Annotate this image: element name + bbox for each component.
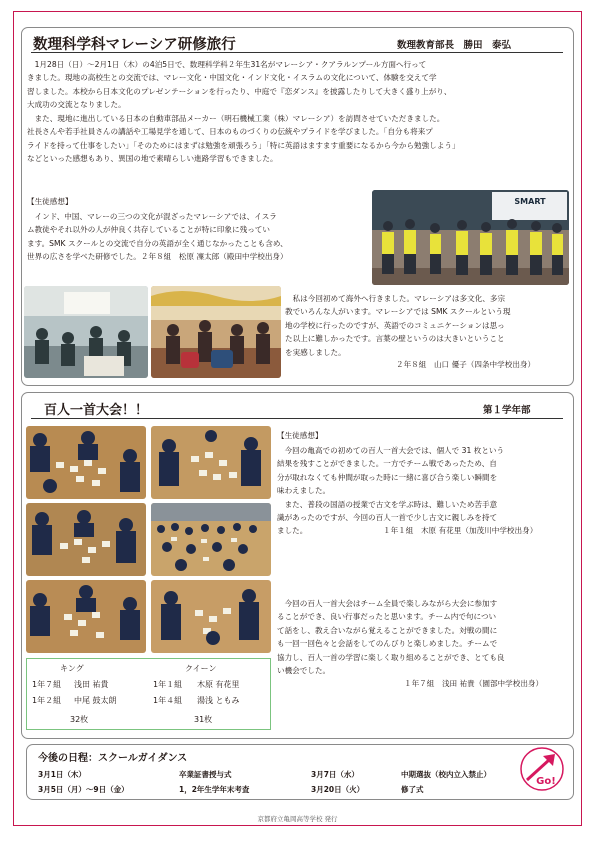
schedule-date: 3月1日（木）	[38, 770, 86, 779]
schedule-event: 修了式	[401, 785, 424, 794]
karuta-photo-1	[26, 426, 146, 499]
footer-publisher: 京都府立亀岡高等学校 発行	[257, 815, 338, 823]
king-class: 1年７組	[32, 680, 62, 689]
schedule-date: 3月5日（月）～9日（金）	[38, 785, 129, 794]
queen-class: 1年１組	[153, 680, 183, 689]
malaysia-paragraph-2: また、現地に進出している日本の自動車部品メーカー（明石機械工業（株）マレーシア）を訪問させていただきました。 社長さんや若手社員さんの講話や工場見学を通して、日本のものづくりの伝統やプライドを学びました。「自分も将来プ ライドを持って仕事をしたい」「そのためにはまずは勉強を頑張ろう」「特に英語はますます重要になるから今から勉強しよう」 などといった感想もあり、異国の地で素晴らしい進路学習もできました。	[27, 114, 460, 164]
schedule-event: 中期選抜（校内立入禁止）	[401, 770, 491, 779]
title-underline	[31, 418, 563, 419]
king-class: 1年２組	[32, 696, 62, 705]
queen-class: 1年４組	[153, 696, 183, 705]
queen-count: 31枚	[194, 715, 213, 724]
hyakunin-feedback-2: 今回の百人一首大会はチーム全員で楽しみながら大会に参加す ることができ、良い行事だったと思います。チーム内で句につい て話をし、教え合いながら覚えることができました。対戦の間に も一回一回色々と会話をしてのんびりと楽しめました。チームで 協力し、百人一首の学習に楽しく取り組めることができ、とても良 い機会でした。	[277, 599, 505, 676]
queen-name: 湯浅 ともみ	[197, 696, 240, 705]
go-badge-text: Go!	[536, 776, 556, 787]
hyakunin-article-author: 第１学年部	[483, 405, 531, 416]
karuta-photo-6	[151, 580, 271, 653]
karuta-photo-2	[151, 426, 271, 499]
hyakunin-feedback-1-signature: １年１組 木原 有花里（加茂川中学校出身）	[383, 526, 538, 535]
schedule-date: 3月7日（水）	[311, 770, 359, 779]
karuta-photo-3	[26, 503, 146, 576]
cultural-exchange-photo	[151, 286, 281, 378]
karuta-gym-photo	[151, 503, 271, 576]
malaysia-feedback-1: インド、中国、マレーの三つの文化が混ざったマレーシアでは、イスラ ム教徒やそれ以外の人が仲良く共存していることが特に印象に残ってい ます。SMK スクールとの交流で自分の英語が全く通じなかったことも含め、 世界の広さを学べた研修でした。２年８組 松原 凜太郎（殿田中学校出身）	[27, 212, 288, 262]
schedule-event: 卒業証書授与式	[179, 770, 232, 779]
malaysia-article-title: 数理科学科マレーシア研修旅行	[33, 37, 236, 53]
title-underline	[31, 52, 563, 53]
smk-school-visit-photo	[372, 190, 569, 285]
schedule-event: 1，2年生学年末考査	[179, 785, 250, 794]
schedule-title: 今後の日程：スクールガイダンス	[38, 753, 188, 764]
malaysia-feedback-2: 私は今回初めて海外へ行きました。マレーシアは多文化、多宗 教でいろんな人がいます。マレーシアでは SMK スクールという現 地の学校に行ったのですが、英語でのコミュニケーションは思っ た以上に難しかったです。言葉の壁というのは大きいということ を実感しました。	[285, 294, 511, 357]
presentation-photo	[24, 286, 148, 378]
king-name: 中尾 鼓太朗	[74, 696, 117, 705]
hyakunin-feedback-label: 【生徒感想】	[277, 431, 323, 440]
queen-header: クイーン	[185, 664, 217, 673]
smart-board-sign: SMART	[514, 197, 546, 206]
queen-name: 木原 有花里	[197, 680, 240, 689]
king-name: 浅田 祐貴	[74, 680, 109, 689]
hyakunin-feedback-2-signature: １年７組 浅田 祐貴（園部中学校出身）	[404, 679, 544, 688]
malaysia-feedback-label: 【生徒感想】	[27, 197, 73, 206]
malaysia-paragraph-1: 1月28日（日）～2月1日（木）の4泊5日で、数理科学科２年生31名がマレーシア・クアラルンプール方面へ行って きました。現地の高校生との交流では、マレー文化・中国文化・インド文化・イスラムの文化について、体験を交えて学 習しました。本校から日本文化のプレゼンテーションを行ったり、中庭で『恋ダンス』を披露したりして大きく盛り上がり、 大成功の交流となりました。	[27, 60, 452, 110]
schedule-date: 3月20日（火）	[311, 785, 365, 794]
king-header: キング	[60, 664, 84, 673]
malaysia-article-author: 数理教育部長 勝田 泰弘	[397, 40, 512, 51]
hyakunin-article-title: 百人一首大会！！	[44, 403, 149, 418]
malaysia-feedback-2-signature: ２年８組 山口 優子（四条中学校出身）	[396, 360, 536, 369]
king-count: 32枚	[70, 715, 89, 724]
hyakunin-feedback-1: 今回の亀高での初めての百人一首大会では、個人で 31 枚という 結果を残すことができました。一方でチーム戦であったため、自 分が取れなくても仲間が取った時に一緒に喜び合う楽しい瞬間を 味わえました。 また、普段の国語の授業で古文を学ぶ時は、難しいため苦手意 識があったのですが、今回の百人一首で少し古文に親しみを持て ました。	[277, 446, 505, 536]
go-arrow-icon	[519, 746, 565, 792]
karuta-photo-5	[26, 580, 146, 653]
